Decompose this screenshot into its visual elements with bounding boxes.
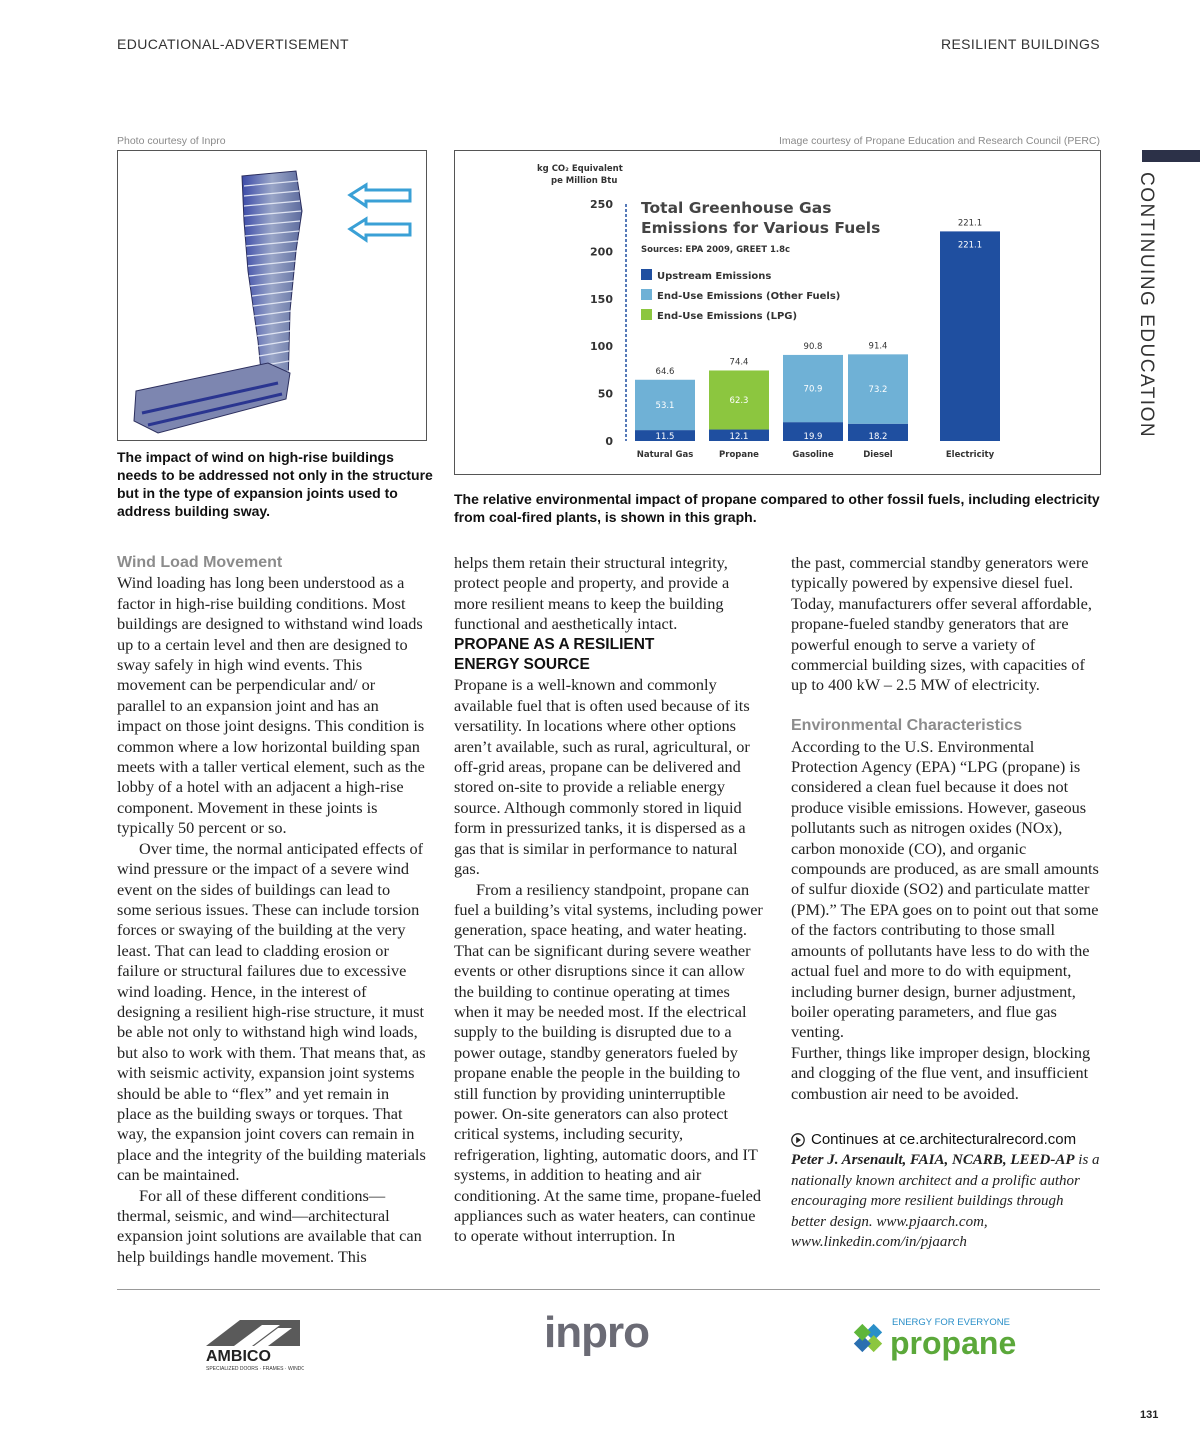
total-value-label: 90.8 [803, 341, 823, 352]
running-header-left: EDUCATIONAL-ADVERTISEMENT [117, 36, 349, 52]
propane-wordmark: propane [890, 1325, 1017, 1361]
emissions-chart-svg [455, 151, 1100, 474]
heading-environmental: Environmental Characteristics [791, 717, 1023, 735]
ambico-tagline: SPECIALIZED DOORS · FRAMES · WINDOWS [206, 1366, 304, 1372]
y-tick-label: 200 [590, 245, 613, 259]
play-arrow-icon [791, 1133, 805, 1147]
section-tab-bar [1142, 150, 1200, 162]
category-label: Gasoline [792, 450, 834, 460]
upstream-value-label: 11.5 [655, 432, 675, 442]
legend-label: Upstream Emissions [657, 271, 772, 282]
heading-propane-line-1: PROPANE AS A RESILIENT [454, 635, 655, 653]
ambico-logo-mark [204, 1316, 304, 1372]
bar-segment [940, 231, 1000, 441]
upstream-value-label: 221.1 [957, 240, 983, 251]
paragraph: Over time, the normal anticipated effects of wind pressure or the impact of a severe wind event on the sides of buildings can lead to some serious issues. These can include torsion forces or swaying of the building at the very least. That can lead to cladding erosion or failure or structural failures due to excessive wind loading. Hence, in the interest of designing a resilient high-rise structure, it must be able not only to withstand high wind loads, but also to work with them. That means that, as with seismic activity, expansion joint systems should be able to “flex” and yet remain in place as the building sways or torques. That way, the expansion joint covers can remain in place and the integrity of the building materials can be maintained. [117, 838, 426, 1185]
end-use-value-label: 62.3 [729, 395, 749, 406]
highrise-illustration [118, 151, 426, 440]
continues-text: Continues at ce.architecturalrecord.com [811, 1130, 1077, 1148]
end-use-value-label: 53.1 [655, 400, 675, 411]
running-header-right: RESILIENT BUILDINGS [940, 36, 1100, 52]
total-value-label: 221.1 [957, 218, 983, 229]
ambico-logo [204, 1316, 304, 1372]
upstream-value-label: 12.1 [729, 432, 749, 442]
upstream-value-label: 18.2 [868, 432, 888, 442]
section-tab-label: CONTINUING EDUCATION [1136, 172, 1157, 439]
y-axis-label-1: kg CO₂ Equivalent [537, 164, 623, 174]
legend-label: End-Use Emissions (LPG) [657, 311, 798, 322]
paragraph: helps them retain their structural integrity, protect people and property, and provide a more resilient means to keep the building functional and aesthetically intact. [454, 553, 730, 634]
propane-logo [850, 1314, 1030, 1364]
category-label: Propane [719, 450, 759, 460]
category-label: Natural Gas [636, 450, 694, 460]
category-label: Electricity [945, 450, 995, 460]
propane-tagline: ENERGY FOR EVERYONE [892, 1317, 1010, 1328]
column-1 [117, 553, 427, 1267]
legend-label: End-Use Emissions (Other Fuels) [657, 291, 841, 302]
category-label: Diesel [863, 450, 893, 460]
paragraph: From a resiliency standpoint, propane can fuel a building’s vital systems, including power generation, space heating, and water heating. That can be significant during severe weather events or other disruptions since it can allow the building to continue operating at times when it may be needed most. If the electrical supply to the building is disrupted due to a power outage, standby generators fueled by propane enable the people in the building to still function by providing uninterruptible power. On-site generators can also protect critical systems, including security, refrigeration, lighting, automatic doors, and IT systems, in addition to heating and air conditioning. At the same time, propane-fueled appliances such as water heaters, can continue to operate without interruption. In [454, 879, 763, 1246]
author-name: Peter J. Arsenault, FAIA, NCARB, LEED-AP [791, 1152, 1075, 1169]
paragraph: According to the U.S. Environmental Protection Agency (EPA) “LPG (propane) is considered a clean fuel because it does not produce visible emissions. However, gaseous pollutants such as nitrogen oxides (NOx), carbon monoxide (CO), and organic compounds are produced, as are small amounts of sulfur dioxide (SO2) and particulate matter (PM).” The EPA goes on to point out that some of the factors contributing to those small amounts of pollutants have less to do with the actual fuel and more to do with equipment, including burner design, burner adjustment, boiler operating parameters, and flue gas venting. [791, 736, 1099, 1042]
legend-swatch [641, 269, 652, 280]
total-value-label: 64.6 [655, 366, 675, 377]
page-number: 131 [1140, 1409, 1159, 1421]
y-tick-label: 250 [590, 198, 613, 211]
y-axis-label-2: pe Million Btu [551, 176, 618, 186]
building-photo [117, 150, 427, 441]
end-use-value-label: 70.9 [803, 384, 823, 395]
y-tick-label: 0 [605, 435, 613, 448]
total-value-label: 91.4 [868, 341, 888, 352]
column-2 [454, 553, 764, 1247]
chart-credit: Image courtesy of Propane Education and Research Council (PERC) [779, 135, 1100, 147]
total-value-label: 74.4 [729, 357, 749, 368]
photo-credit: Photo courtesy of Inpro [117, 135, 226, 147]
emissions-chart [454, 150, 1101, 475]
propane-logo-mark [850, 1314, 1030, 1364]
legend-swatch [641, 289, 652, 300]
legend-swatch [641, 309, 652, 320]
heading-propane-line-2: ENERGY SOURCE [454, 656, 590, 674]
photo-caption: The impact of wind on high-rise buildings needs to be addressed not only in the structure but in the type of expansion joints used to address building sway. [117, 449, 433, 519]
heading-wind-load: Wind Load Movement [117, 554, 283, 571]
y-tick-label: 50 [597, 387, 613, 401]
chart-title-line-1: Total Greenhouse Gas [641, 199, 832, 217]
chart-title-line-2: Emissions for Various Fuels [641, 219, 881, 237]
author-bio-text: is a nationally known architect and a prolific author encouraging more resilient buildings through better design. www.pjaarch.com, www.linkedin.com/in/pjaarch [791, 1152, 1100, 1250]
paragraph: Further, things like improper design, blocking and clogging of the flue vent, and insufficient combustion air need to be avoided. [791, 1042, 1091, 1103]
upstream-value-label: 19.9 [803, 432, 823, 442]
chart-subtitle: Sources: EPA 2009, GREET 1.8c [641, 245, 791, 255]
paragraph: Wind loading has long been understood as a factor in high-rise building conditions. Most buildings are designed to withstand wind loads up to a certain level and then are designed to sway safely in high wind events. This movement can be perpendicular and/ or parallel to an expansion joint and has an impact on those joint designs. This condition is common where a low horizontal building span meets with a taller vertical element, such as the lobby of a hotel with an adjacent a high-rise component. Movement in these joints is typically 50 percent or so. [117, 573, 425, 838]
y-tick-label: 150 [590, 292, 613, 306]
column-3 [791, 553, 1101, 1252]
end-use-value-label: 73.2 [868, 385, 888, 396]
inpro-logo: inpro [544, 1308, 649, 1357]
y-tick-label: 100 [590, 340, 613, 354]
paragraph: the past, commercial standby generators were typically powered by expensive diesel fuel. Today, manufacturers offer several affordable, propane-fueled standby generators that are powerful enough to serve a variety of commercial building sizes, with capacities of up to 400 kW – 2.5 MW of electricity. [791, 553, 1092, 695]
author-bio [791, 1150, 1101, 1252]
paragraph: Propane is a well-known and commonly available fuel that is often used because of its versatility. In locations where other options aren’t available, such as rural, agricultural, or off-grid areas, propane can be delivered and stored on-site to provide a reliable energy source. Although commonly stored in liquid form in pressurized tanks, it is dispersed as a gas that is similar in performance to natural gas. [454, 675, 750, 879]
chart-caption: The relative environmental impact of propane compared to other fossil fuels, including electricity from coal-fired plants, is shown in this graph. [454, 491, 1100, 525]
ambico-wordmark: AMBICO [206, 1348, 271, 1365]
footer-rule [117, 1289, 1100, 1290]
continues-link[interactable] [791, 1130, 1101, 1150]
paragraph: For all of these different conditions—thermal, seismic, and wind—architectural expansion joint solutions are available that can help buildings handle movement. This [117, 1185, 422, 1266]
